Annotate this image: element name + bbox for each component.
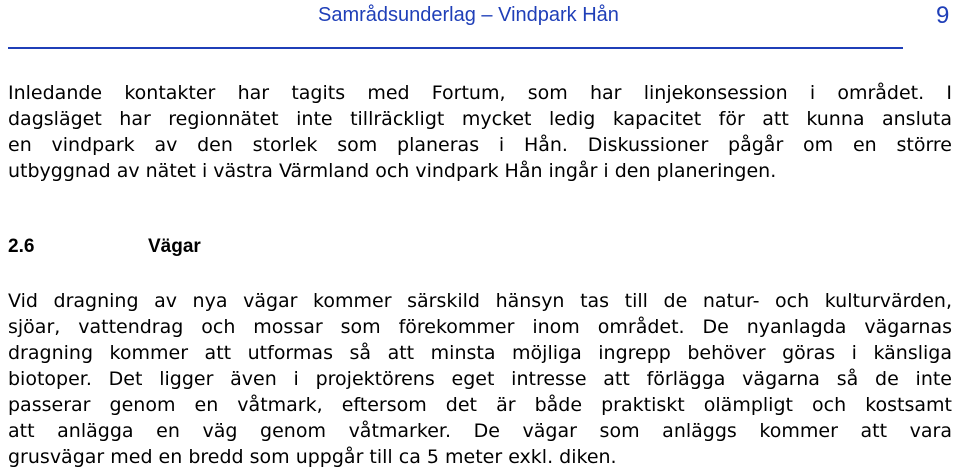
paragraph-line: grusvägar med en bredd som uppgår till ca 5 meter exkl. diken. (8, 446, 617, 468)
header-rule (8, 47, 903, 49)
paragraph-line: sjöar, vattendrag och mossar som förekommer inom området. De nyanlagda vägarnas (8, 316, 952, 338)
paragraph-line: passerar genom en våtmark, eftersom det är både praktiskt olämpligt och kostsamt (8, 394, 952, 416)
section-heading (8, 236, 201, 258)
paragraph-line: Inledande kontakter har tagits med Fortum, som har linjekonsession i området. I (8, 82, 952, 104)
header-title: Samrådsunderlag – Vindpark Hån (318, 4, 619, 26)
paragraph-line: att anlägga en väg genom våtmarker. De vägar som anläggs kommer att vara (8, 420, 952, 442)
page-header (0, 0, 960, 50)
intro-paragraph (8, 80, 952, 184)
section-number: 2.6 (8, 236, 35, 257)
page-number: 9 (936, 2, 950, 29)
paragraph-line: utbyggnad av nätet i västra Värmland och vindpark Hån ingår i den planeringen. (8, 160, 777, 182)
roads-paragraph (8, 288, 952, 470)
paragraph-line: biotoper. Det ligger även i projektörens eget intresse att förlägga vägarna så de inte (8, 368, 952, 390)
paragraph-line: Vid dragning av nya vägar kommer särskild hänsyn tas till de natur- och kulturvärden, (8, 290, 952, 312)
paragraph-line: dagsläget har regionnätet inte tillräckligt mycket ledig kapacitet för att kunna ansluta (8, 108, 952, 130)
paragraph-line: dragning kommer att utformas så att minsta möjliga ingrepp behöver göras i känsliga (8, 342, 952, 364)
section-title: Vägar (148, 236, 201, 257)
paragraph-line: en vindpark av den storlek som planeras i Hån. Diskussioner pågår om en större (8, 134, 952, 156)
